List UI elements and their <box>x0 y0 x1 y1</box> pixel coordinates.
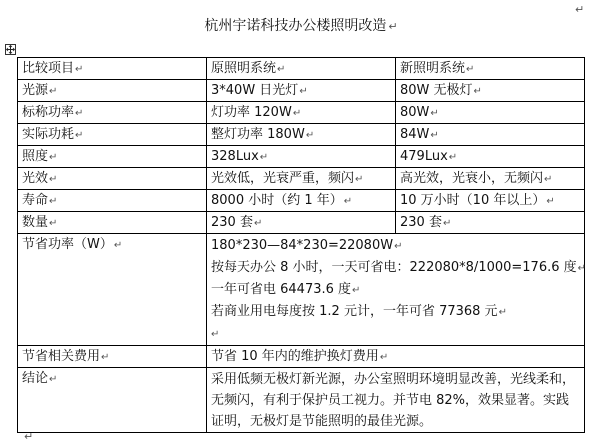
cell-mark: ↵ <box>211 329 220 340</box>
table-row <box>18 146 585 168</box>
row-label-cell <box>18 234 207 346</box>
old-value: 328Lux <box>211 149 259 164</box>
cell-mark: ↵ <box>379 352 389 363</box>
cell-mark: ↵ <box>498 307 507 318</box>
table-header-cell <box>396 58 585 80</box>
row-label: 光效 <box>22 171 49 186</box>
cell-mark: ↵ <box>394 241 403 252</box>
old-value-cell <box>207 212 396 234</box>
old-value: 3*40W 日光灯 <box>211 83 299 98</box>
table-row <box>18 212 585 234</box>
old-value-cell <box>207 146 396 168</box>
table-row <box>18 168 585 190</box>
row-label-cell <box>18 102 207 124</box>
row-label: 照度 <box>22 149 49 164</box>
row-label: 实际功耗 <box>22 127 75 142</box>
old-value: 光效低，光衰严重，频闪 <box>211 171 355 186</box>
cell-mark: ↵ <box>49 374 58 385</box>
new-value: 230 套 <box>400 215 442 230</box>
old-value: 230 套 <box>211 215 253 230</box>
calc-line <box>211 235 580 257</box>
old-value: 灯功率 120W <box>211 105 292 120</box>
cell-mark: ↵ <box>75 64 84 75</box>
row-label-cell <box>18 346 207 368</box>
cost-text: 节省 10 年内的维护换灯费用 <box>211 349 379 364</box>
row-label-cell <box>18 368 207 433</box>
header-compare-item: 比较项目 <box>22 61 75 76</box>
energy-savings-row <box>18 234 585 346</box>
cost-savings-cell <box>207 346 585 368</box>
cell-mark: ↵ <box>259 152 269 163</box>
row-label: 光源 <box>22 83 49 98</box>
row-label: 标称功率 <box>22 105 75 120</box>
cell-mark: ↵ <box>299 86 308 97</box>
row-label: 结论 <box>22 371 49 386</box>
new-value-cell <box>396 80 585 102</box>
cell-mark: ↵ <box>442 218 452 229</box>
calc-line <box>211 301 580 323</box>
table-header-cell <box>18 58 207 80</box>
old-value-cell <box>207 190 396 212</box>
cell-mark: ↵ <box>448 152 458 163</box>
cell-mark: ↵ <box>75 130 84 141</box>
calc-text: 一年可省电 64473.6 度 <box>211 282 352 297</box>
row-label: 寿命 <box>22 193 49 208</box>
row-label-cell <box>18 190 207 212</box>
energy-savings-cell <box>207 234 585 346</box>
table-move-handle-icon[interactable] <box>5 44 16 55</box>
paragraph-mark: ↵ <box>388 20 398 33</box>
new-value: 10 万小时（10 年以上） <box>400 193 546 208</box>
cell-mark: ↵ <box>544 174 553 185</box>
cell-mark: ↵ <box>75 108 84 119</box>
header-new-system: 新照明系统 <box>400 61 466 76</box>
cell-mark: ↵ <box>352 285 361 296</box>
new-value-cell <box>396 212 585 234</box>
calc-text: 若商业用电每度按 1.2 元计，一年可省 77368 元 <box>211 304 498 319</box>
row-label: 数量 <box>22 215 49 230</box>
old-value-cell <box>207 80 396 102</box>
cell-mark: ↵ <box>343 196 353 207</box>
table-row <box>18 102 585 124</box>
cell-mark: ↵ <box>473 86 482 97</box>
new-value: 479Lux <box>400 149 448 164</box>
table-header-cell <box>207 58 396 80</box>
cell-mark: ↵ <box>277 64 286 75</box>
new-value-cell <box>396 146 585 168</box>
cell-mark: ↵ <box>49 218 58 229</box>
cell-mark: ↵ <box>466 64 475 75</box>
cell-mark: ↵ <box>49 196 58 207</box>
cost-savings-row <box>18 346 585 368</box>
row-label-cell <box>18 80 207 102</box>
cell-mark: ↵ <box>49 152 58 163</box>
cell-mark: ↵ <box>101 352 110 363</box>
calc-line <box>211 257 587 279</box>
cell-mark: ↵ <box>113 240 123 251</box>
table-row <box>18 190 585 212</box>
paragraph-mark: ↵ <box>24 430 34 443</box>
table-row <box>18 124 585 146</box>
old-value-cell <box>207 102 396 124</box>
new-value-cell <box>396 124 585 146</box>
calc-text: 180*230—84*230=22080W <box>211 238 394 253</box>
calc-text: 按每天办公 8 小时，一天可省电：222080*8/1000=176.6 度 <box>211 260 577 275</box>
row-label-cell <box>18 146 207 168</box>
new-value: 80W 无极灯 <box>400 83 473 98</box>
new-value: 80W <box>400 105 430 120</box>
old-value: 8000 小时（约 1 年） <box>211 193 343 208</box>
row-label: 节省相关费用 <box>22 349 101 364</box>
cell-mark: ↵ <box>430 130 439 141</box>
new-value: 高光效，光衰小，无频闪 <box>400 171 544 186</box>
cell-mark: ↵ <box>305 130 315 141</box>
conclusion-row <box>18 368 585 433</box>
row-label: 节省功率（W） <box>22 237 113 252</box>
cell-mark: ↵ <box>253 218 263 229</box>
old-value: 整灯功率 180W <box>211 127 305 142</box>
old-value-cell <box>207 168 396 190</box>
cell-mark: ↵ <box>355 174 364 185</box>
old-value-cell <box>207 124 396 146</box>
paragraph-mark: ↵ <box>575 3 585 16</box>
new-value-cell <box>396 102 585 124</box>
header-old-system: 原照明系统 <box>211 61 277 76</box>
document-title: 杭州宇诺科技办公楼照明改造 <box>204 18 387 34</box>
comparison-table <box>17 57 585 433</box>
row-label-cell <box>18 124 207 146</box>
new-value-cell <box>396 190 585 212</box>
cell-mark: ↵ <box>546 196 555 207</box>
conclusion-cell <box>207 368 585 433</box>
row-label-cell <box>18 212 207 234</box>
document-title-line <box>0 17 602 36</box>
table-header-row <box>18 58 585 80</box>
cell-mark: ↵ <box>577 263 587 274</box>
cell-mark: ↵ <box>49 174 58 185</box>
row-label-cell <box>18 168 207 190</box>
cell-mark: ↵ <box>49 86 58 97</box>
conclusion-text: 采用低频无极灯新光源，办公室照明环境明显改善，光线柔和，无频闪，有利于保护员工视力。并节电 82%，效果显著。实践证明，无极灯是节能照明的最佳光源。 <box>211 372 576 429</box>
table-row <box>18 80 585 102</box>
new-value-cell <box>396 168 585 190</box>
cell-mark: ↵ <box>430 108 439 119</box>
cell-mark: ↵ <box>292 108 302 119</box>
new-value: 84W <box>400 127 430 142</box>
calc-line <box>211 323 580 345</box>
calc-line <box>211 279 580 301</box>
